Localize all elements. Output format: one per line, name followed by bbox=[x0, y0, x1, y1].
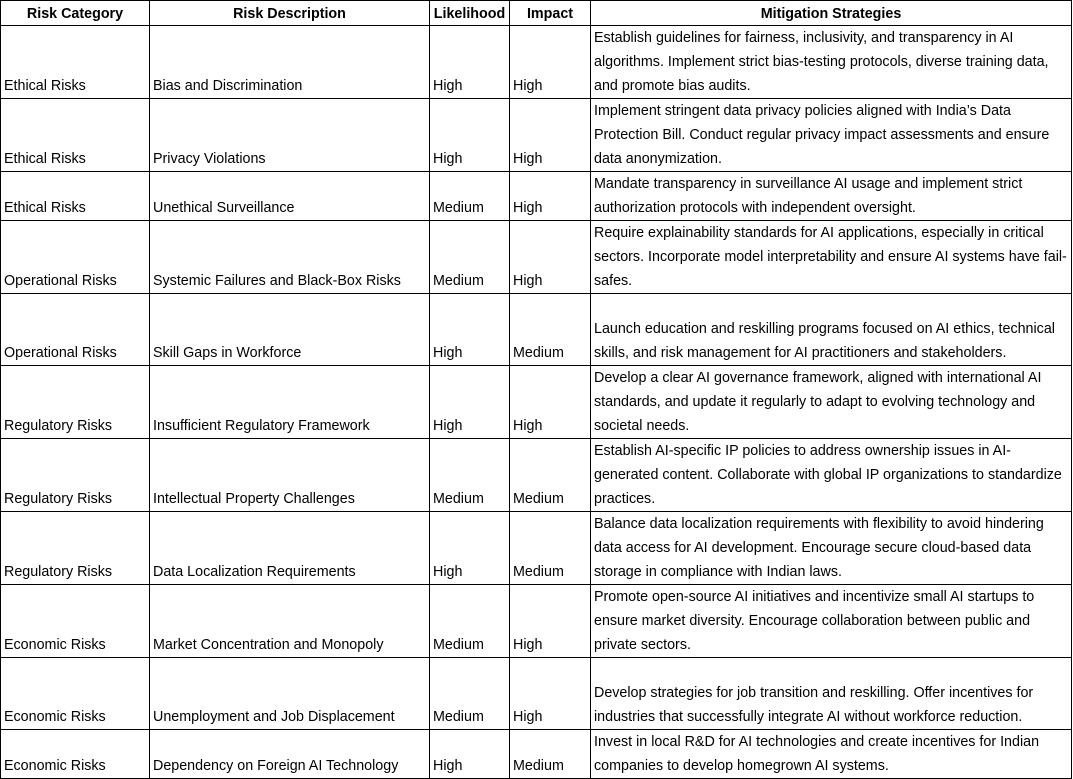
cell-risk-category: Ethical Risks bbox=[1, 172, 150, 221]
cell-risk-description: Data Localization Requirements bbox=[150, 512, 430, 585]
cell-mitigation: Implement stringent data privacy policies aligned with India’s Data Protection Bill. Conduct regular privacy impact assessments and ensure data anonymization. bbox=[591, 99, 1072, 172]
table-row bbox=[1, 730, 1072, 779]
cell-risk-category: Economic Risks bbox=[1, 730, 150, 779]
cell-risk-category: Ethical Risks bbox=[1, 26, 150, 99]
cell-risk-description: Systemic Failures and Black-Box Risks bbox=[150, 221, 430, 294]
cell-risk-category: Ethical Risks bbox=[1, 99, 150, 172]
cell-impact: High bbox=[510, 585, 591, 658]
cell-likelihood: High bbox=[430, 730, 510, 779]
cell-impact: High bbox=[510, 26, 591, 99]
cell-risk-category: Regulatory Risks bbox=[1, 439, 150, 512]
cell-impact: Medium bbox=[510, 439, 591, 512]
cell-risk-category: Regulatory Risks bbox=[1, 512, 150, 585]
cell-risk-description: Dependency on Foreign AI Technology bbox=[150, 730, 430, 779]
cell-mitigation: Establish guidelines for fairness, inclusivity, and transparency in AI algorithms. Implement strict bias-testing protocols, diverse training data, and promote bias audits. bbox=[591, 26, 1072, 99]
header-row bbox=[1, 1, 1072, 26]
cell-risk-description: Intellectual Property Challenges bbox=[150, 439, 430, 512]
cell-risk-description: Unemployment and Job Displacement bbox=[150, 658, 430, 730]
cell-impact: High bbox=[510, 99, 591, 172]
cell-risk-description: Insufficient Regulatory Framework bbox=[150, 366, 430, 439]
cell-mitigation: Launch education and reskilling programs focused on AI ethics, technical skills, and risk management for AI practitioners and stakeholders. bbox=[591, 294, 1072, 366]
table-row bbox=[1, 366, 1072, 439]
cell-likelihood: Medium bbox=[430, 172, 510, 221]
cell-mitigation: Invest in local R&D for AI technologies and create incentives for Indian companies to develop homegrown AI systems. bbox=[591, 730, 1072, 779]
header-likelihood: Likelihood bbox=[430, 1, 510, 26]
cell-risk-description: Unethical Surveillance bbox=[150, 172, 430, 221]
table-row bbox=[1, 439, 1072, 512]
cell-likelihood: Medium bbox=[430, 221, 510, 294]
cell-mitigation: Develop a clear AI governance framework, aligned with international AI standards, and update it regularly to adapt to evolving technology and societal needs. bbox=[591, 366, 1072, 439]
cell-mitigation: Mandate transparency in surveillance AI usage and implement strict authorization protocols with independent oversight. bbox=[591, 172, 1072, 221]
table-row bbox=[1, 658, 1072, 730]
cell-risk-category: Regulatory Risks bbox=[1, 366, 150, 439]
cell-risk-description: Bias and Discrimination bbox=[150, 26, 430, 99]
cell-likelihood: Medium bbox=[430, 439, 510, 512]
cell-impact: Medium bbox=[510, 730, 591, 779]
cell-likelihood: High bbox=[430, 99, 510, 172]
table-row bbox=[1, 512, 1072, 585]
cell-mitigation: Balance data localization requirements with flexibility to avoid hindering data access for AI development. Encourage secure cloud-based data storage in compliance with Indian laws. bbox=[591, 512, 1072, 585]
cell-mitigation: Require explainability standards for AI applications, especially in critical sectors. Incorporate model interpretability and ensure AI systems have fail-safes. bbox=[591, 221, 1072, 294]
table-row bbox=[1, 26, 1072, 99]
cell-risk-description: Privacy Violations bbox=[150, 99, 430, 172]
cell-impact: High bbox=[510, 658, 591, 730]
cell-impact: High bbox=[510, 172, 591, 221]
cell-likelihood: High bbox=[430, 26, 510, 99]
table-row bbox=[1, 221, 1072, 294]
cell-impact: High bbox=[510, 366, 591, 439]
cell-likelihood: High bbox=[430, 512, 510, 585]
cell-likelihood: High bbox=[430, 294, 510, 366]
cell-impact: Medium bbox=[510, 294, 591, 366]
cell-impact: Medium bbox=[510, 512, 591, 585]
cell-risk-category: Economic Risks bbox=[1, 585, 150, 658]
header-risk-description: Risk Description bbox=[150, 1, 430, 26]
cell-likelihood: High bbox=[430, 366, 510, 439]
cell-mitigation: Establish AI-specific IP policies to address ownership issues in AI-generated content. Collaborate with global IP organizations to standardize practices. bbox=[591, 439, 1072, 512]
cell-likelihood: Medium bbox=[430, 585, 510, 658]
header-risk-category: Risk Category bbox=[1, 1, 150, 26]
header-mitigation-strategies: Mitigation Strategies bbox=[591, 1, 1072, 26]
table-row bbox=[1, 172, 1072, 221]
table-row bbox=[1, 294, 1072, 366]
cell-likelihood: Medium bbox=[430, 658, 510, 730]
cell-mitigation: Develop strategies for job transition and reskilling. Offer incentives for industries that successfully integrate AI without workforce reduction. bbox=[591, 658, 1072, 730]
cell-risk-category: Economic Risks bbox=[1, 658, 150, 730]
cell-impact: High bbox=[510, 221, 591, 294]
table-row bbox=[1, 585, 1072, 658]
cell-risk-description: Market Concentration and Monopoly bbox=[150, 585, 430, 658]
cell-risk-category: Operational Risks bbox=[1, 294, 150, 366]
table-row bbox=[1, 99, 1072, 172]
cell-risk-category: Operational Risks bbox=[1, 221, 150, 294]
cell-risk-description: Skill Gaps in Workforce bbox=[150, 294, 430, 366]
cell-mitigation: Promote open-source AI initiatives and incentivize small AI startups to ensure market diversity. Encourage collaboration between public and private sectors. bbox=[591, 585, 1072, 658]
header-impact: Impact bbox=[510, 1, 591, 26]
